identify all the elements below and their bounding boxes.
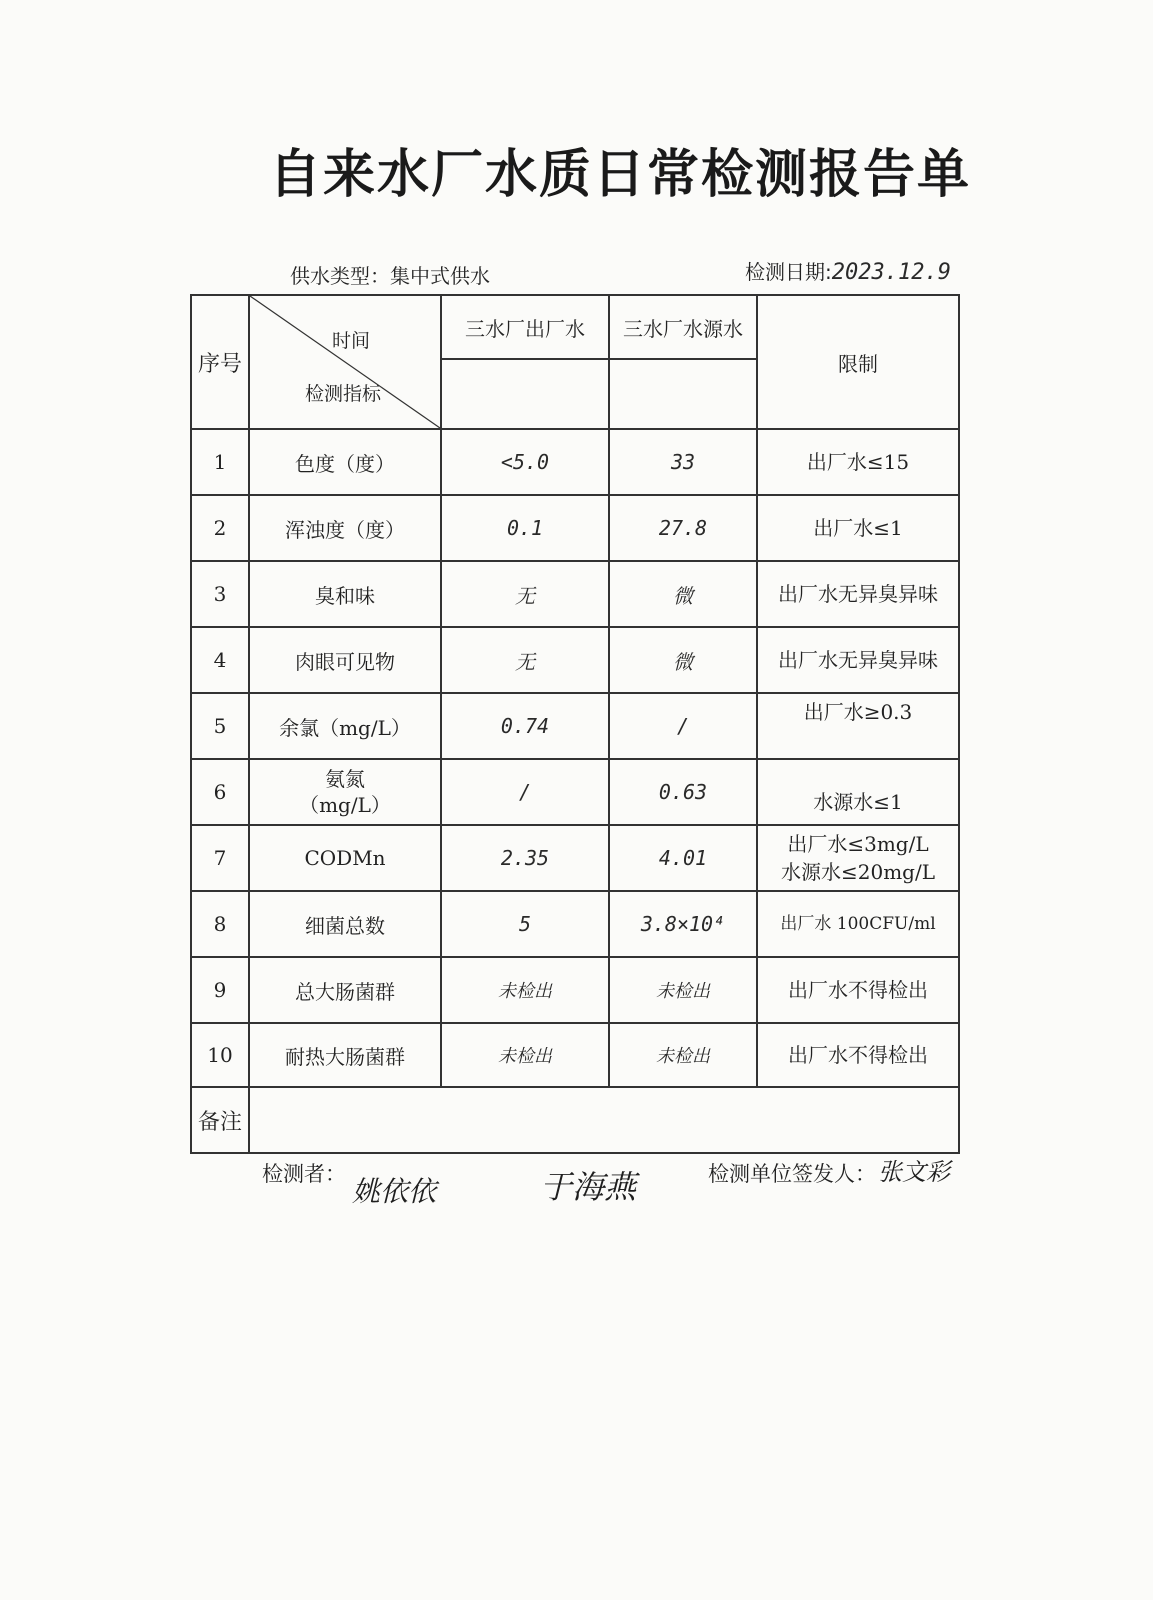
value-source: 微 — [609, 627, 757, 693]
limit-text — [757, 825, 959, 891]
limit-text: 出厂水无异臭异味 — [757, 627, 959, 693]
value-effluent: 未检出 — [441, 957, 609, 1023]
value-source: 27.8 — [609, 495, 757, 561]
row-number: 9 — [191, 957, 249, 1023]
value-effluent: 未检出 — [441, 1023, 609, 1087]
row-number: 7 — [191, 825, 249, 891]
header-limit: 限制 — [757, 295, 959, 429]
value-source: 未检出 — [609, 1023, 757, 1087]
header-indicator: 检测指标 — [305, 383, 382, 405]
limit-text: 出厂水无异臭异味 — [757, 561, 959, 627]
indicator-name: 肉眼可见物 — [249, 627, 441, 693]
header-diagonal-cell — [249, 295, 441, 429]
limit-text: 出厂水 100CFU/ml — [757, 891, 959, 957]
row-number: 2 — [191, 495, 249, 561]
value-effluent: 0.74 — [441, 693, 609, 759]
indicator-name: 氨氮（mg/L） — [249, 759, 441, 825]
header-time: 时间 — [331, 330, 370, 352]
table-row — [191, 495, 959, 561]
indicator-name: 臭和味 — [249, 561, 441, 627]
col2-time-cell — [609, 359, 757, 429]
limit-text: 出厂水不得检出 — [757, 957, 959, 1023]
value-source: 3.8×10⁴ — [609, 891, 757, 957]
diagonal-line — [250, 296, 440, 428]
table-row — [191, 561, 959, 627]
row-number: 1 — [191, 429, 249, 495]
header-col2: 三水厂水源水 — [609, 295, 757, 359]
table-row — [191, 693, 959, 759]
supply-type: 供水类型：集中式供水 — [290, 264, 490, 288]
limit-text: 出厂水≥0.3 — [757, 693, 959, 759]
table-row — [191, 1023, 959, 1087]
date-label: 检测日期: — [745, 260, 832, 284]
table-row — [191, 627, 959, 693]
value-source: 微 — [609, 561, 757, 627]
row-number: 4 — [191, 627, 249, 693]
value-effluent: 无 — [441, 561, 609, 627]
value-source: 0.63 — [609, 759, 757, 825]
value-source: 33 — [609, 429, 757, 495]
value-effluent: 无 — [441, 627, 609, 693]
row-number: 3 — [191, 561, 249, 627]
issuer-signature: 张文彩 — [878, 1158, 950, 1186]
limit-line-2: 水源水≤20mg/L — [781, 860, 935, 884]
inspector-label: 检测者： — [262, 1162, 346, 1186]
remark-content — [249, 1087, 959, 1153]
remark-row — [191, 1087, 959, 1153]
limit-line-1: 出厂水≤3mg/L — [787, 832, 929, 856]
table-row — [191, 957, 959, 1023]
row-number: 8 — [191, 891, 249, 957]
limit-text: 出厂水≤1 — [757, 495, 959, 561]
indicator-name: 余氯（mg/L） — [249, 693, 441, 759]
row-number: 6 — [191, 759, 249, 825]
value-effluent: <5.0 — [441, 429, 609, 495]
indicator-name: 细菌总数 — [249, 891, 441, 957]
indicator-name: 耐热大肠菌群 — [249, 1023, 441, 1087]
col1-time-cell — [441, 359, 609, 429]
value-effluent: 2.35 — [441, 825, 609, 891]
row-number: 10 — [191, 1023, 249, 1087]
remark-label: 备注 — [191, 1087, 249, 1153]
test-date — [745, 256, 951, 285]
indicator-name: 总大肠菌群 — [249, 957, 441, 1023]
table-row — [191, 891, 959, 957]
results-table — [190, 294, 960, 1154]
value-effluent: 5 — [441, 891, 609, 957]
value-effluent: 0.1 — [441, 495, 609, 561]
table-row — [191, 825, 959, 891]
header-seq: 序号 — [191, 295, 249, 429]
value-effluent: / — [441, 759, 609, 825]
table-row — [191, 429, 959, 495]
header-col1: 三水厂出厂水 — [441, 295, 609, 359]
limit-text: 出厂水≤15 — [757, 429, 959, 495]
limit-text: 水源水≤1 — [757, 759, 959, 825]
indicator-name: 色度（度） — [249, 429, 441, 495]
indicator-name: 浑浊度（度） — [249, 495, 441, 561]
indicator-name: CODMn — [249, 825, 441, 891]
report-title: 自来水厂水质日常检测报告单 — [268, 145, 971, 205]
table-row — [191, 759, 959, 825]
row-number: 5 — [191, 693, 249, 759]
value-source: / — [609, 693, 757, 759]
issuer-label: 检测单位签发人： — [708, 1162, 876, 1186]
inspector-signature-1: 姚依依 — [352, 1175, 437, 1208]
limit-text: 出厂水不得检出 — [757, 1023, 959, 1087]
date-value: 2023.12.9 — [831, 260, 951, 285]
value-source: 未检出 — [609, 957, 757, 1023]
value-source: 4.01 — [609, 825, 757, 891]
inspector-signature-2: 于海燕 — [540, 1168, 637, 1206]
